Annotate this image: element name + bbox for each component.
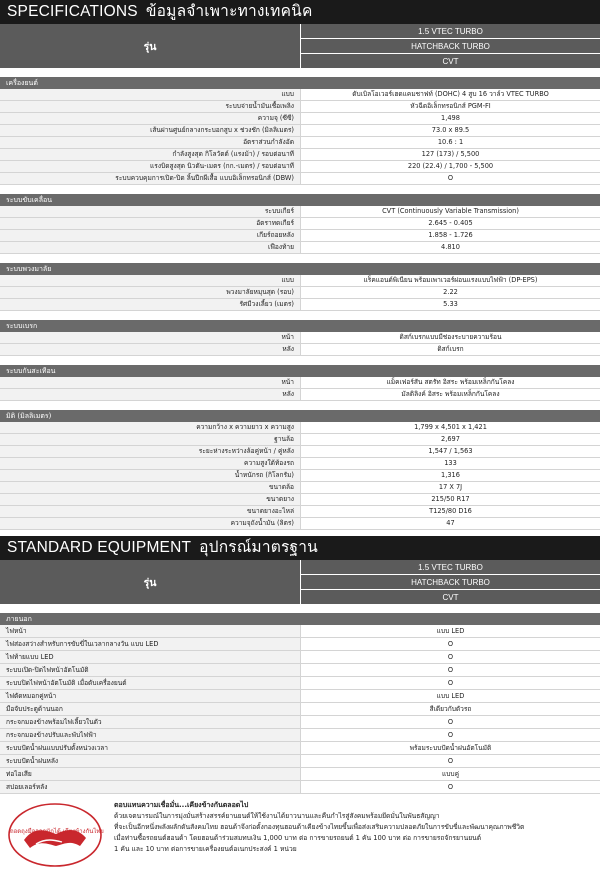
spacer: [0, 311, 600, 320]
table-row: [0, 242, 600, 254]
table-row: [0, 768, 600, 781]
equipment-label: ไฟตัดหมอกคู่หน้า: [0, 690, 300, 702]
model-columns: [300, 560, 600, 604]
spec-label: ระบบจ่ายน้ำมันเชื้อเพลิง: [0, 101, 300, 112]
footer-line: ด้วยเจตนารมณ์ในการมุ่งมั่นสร้างสรรค์ยานยนต์ให้ใช้งานได้ยาวนานและคืนกำไรสู่สังคมพร้อมยึดมั่นในพันธสัญญา: [114, 812, 440, 820]
spec-label: ขนาดยาง: [0, 494, 300, 505]
spacer: [0, 254, 600, 263]
footer: [0, 794, 600, 878]
equipment-label: ไฟหน้า: [0, 625, 300, 637]
spec-label: ความสูงใต้ท้องรถ: [0, 458, 300, 469]
model-label: รุ่น: [143, 40, 157, 53]
spec-label: พวงมาลัยหมุนสุด (รอบ): [0, 287, 300, 298]
spec-value: 133: [300, 458, 600, 469]
table-row: [0, 377, 600, 389]
spec-label: ความกว้าง x ความยาว x ความสูง: [0, 422, 300, 433]
table-row: [0, 332, 600, 344]
spacer: [0, 356, 600, 365]
equipment-value: แบบ LED: [300, 690, 600, 702]
table-row: [0, 781, 600, 794]
category-header: ระบบกันสะเทือน: [0, 365, 600, 377]
spec-label: หลัง: [0, 344, 300, 355]
table-row: [0, 344, 600, 356]
category-header: เครื่องยนต์: [0, 77, 600, 89]
category-header: ระบบขับเคลื่อน: [0, 194, 600, 206]
spec-label: แรงบิดสูงสุด นิวตัน-เมตร (กก.-เมตร) / รอบต่อนาที: [0, 161, 300, 172]
equipment-label: กระจกมองข้างปรับและพับไฟฟ้า: [0, 729, 300, 741]
footer-text: [114, 800, 524, 878]
spacer: [0, 68, 600, 77]
model-body: HATCHBACK TURBO: [300, 575, 600, 590]
model-transmission: CVT: [300, 54, 600, 68]
spec-value: 1,799 x 4,501 x 1,421: [300, 422, 600, 433]
spec-value: ดับเบิลโอเวอร์เฮดแคมชาฟท์ (DOHC) 4 สูบ 16 วาล์ว VTEC TURBO: [300, 89, 600, 100]
spec-value: 5.33: [300, 299, 600, 310]
table-row: [0, 101, 600, 113]
equipment-label: ไฟส่องสว่างสำหรับการขับขี่ในเวลากลางวัน แบบ LED: [0, 638, 300, 650]
table-row: [0, 638, 600, 651]
equipment-label: ระบบปิดไฟหน้าอัตโนมัติ เมื่อดับเครื่องยนต์: [0, 677, 300, 689]
table-row: [0, 482, 600, 494]
table-row: [0, 458, 600, 470]
equipment-value: O: [300, 677, 600, 689]
table-row: [0, 651, 600, 664]
table-row: [0, 149, 600, 161]
spec-label: แบบ: [0, 275, 300, 286]
spec-label: ฐานล้อ: [0, 434, 300, 445]
spacer: [0, 604, 600, 613]
table-row: [0, 173, 600, 185]
table-row: [0, 494, 600, 506]
spec-value: 1,316: [300, 470, 600, 481]
equipment-title-th: อุปกรณ์มาตรฐาน: [199, 539, 318, 556]
specifications-title-en: SPECIFICATIONS: [7, 3, 138, 20]
spec-label: ขนาดยางอะไหล่: [0, 506, 300, 517]
equipment-title-en: STANDARD EQUIPMENT: [7, 539, 192, 556]
table-row: [0, 446, 600, 458]
table-row: [0, 664, 600, 677]
category-header: ภายนอก: [0, 613, 600, 625]
table-row: [0, 677, 600, 690]
spec-value: แม็คเฟอร์สัน สตรัท อิสระ พร้อมเหล็กกันโคลง: [300, 377, 600, 388]
table-row: [0, 470, 600, 482]
category-header: ระบบพวงมาลัย: [0, 263, 600, 275]
spec-label: หลัง: [0, 389, 300, 400]
spec-label: น้ำหนักรถ (กิโลกรัม): [0, 470, 300, 481]
spec-label: ความจุถังน้ำมัน (ลิตร): [0, 518, 300, 529]
logo-text-2: เคียงข้างกันไทย: [62, 828, 104, 835]
model-body: HATCHBACK TURBO: [300, 39, 600, 54]
equipment-value: แบบ LED: [300, 625, 600, 637]
spec-value: 2.22: [300, 287, 600, 298]
spec-label: อัตราทดเกียร์: [0, 218, 300, 229]
table-row: [0, 755, 600, 768]
footer-line: เมื่อท่านซื้อรถยนต์ฮอนด้า โดยฮอนด้าร่วมสมทบเงิน 1,000 บาท ต่อ การขายรถยนต์ 1 คัน 100 บาท ต่อ การขายรถจักรยานยนต์: [114, 834, 482, 842]
model-label: รุ่น: [143, 576, 157, 589]
table-row: [0, 434, 600, 446]
spec-value: T125/80 D16: [300, 506, 600, 517]
equipment-value: สีเดียวกับตัวรถ: [300, 703, 600, 715]
model-columns: [300, 24, 600, 68]
spec-value: 73.0 x 89.5: [300, 125, 600, 136]
table-row: [0, 230, 600, 242]
table-row: [0, 518, 600, 530]
spec-label: แบบ: [0, 89, 300, 100]
equipment-value: O: [300, 638, 600, 650]
table-row: [0, 422, 600, 434]
equipment-title: [0, 536, 600, 560]
table-row: [0, 161, 600, 173]
specifications-table: [0, 68, 600, 536]
equipment-label: ท่อไอเสีย: [0, 768, 300, 780]
spacer: [0, 401, 600, 410]
spec-label: เกียร์ถอยหลัง: [0, 230, 300, 241]
spec-label: ระยะห่างระหว่างล้อคู่หน้า / คู่หลัง: [0, 446, 300, 457]
spec-value: 2,697: [300, 434, 600, 445]
spec-label: เส้นผ่านศูนย์กลางกระบอกสูบ x ช่วงชัก (มิลลิเมตร): [0, 125, 300, 136]
equipment-value: O: [300, 755, 600, 767]
category-header: มิติ (มิลลิเมตร): [0, 410, 600, 422]
table-row: [0, 716, 600, 729]
table-row: [0, 137, 600, 149]
model-engine: 1.5 VTEC TURBO: [300, 560, 600, 575]
spec-value: 1.858 - 1.726: [300, 230, 600, 241]
equipment-label: ไฟท้ายแบบ LED: [0, 651, 300, 663]
equipment-label: ระบบปัดน้ำฝนแบบปรับตั้งหน่วงเวลา: [0, 742, 300, 754]
spec-value: 127 (173) / 5,500: [300, 149, 600, 160]
equipment-label: มือจับประตูด้านนอก: [0, 703, 300, 715]
table-row: [0, 206, 600, 218]
footer-line: 1 คัน และ 10 บาท ต่อการขายเครื่องยนต์อเนกประสงค์ 1 หน่วย: [114, 845, 297, 853]
spec-label: รัศมีวงเลี้ยว (เมตร): [0, 299, 300, 310]
table-row: [0, 275, 600, 287]
equipment-label: กระจกมองข้างพร้อมไฟเลี้ยวในตัว: [0, 716, 300, 728]
specifications-title: [0, 0, 600, 24]
logo-text-1: ถอดถุงมือออกนักได้: [10, 828, 61, 835]
spec-value: 1,547 / 1,563: [300, 446, 600, 457]
equipment-value: O: [300, 651, 600, 663]
spec-value: 215/50 R17: [300, 494, 600, 505]
category-header: ระบบเบรก: [0, 320, 600, 332]
table-row: [0, 729, 600, 742]
model-engine: 1.5 VTEC TURBO: [300, 24, 600, 39]
table-row: [0, 703, 600, 716]
spec-label: ระบบเกียร์: [0, 206, 300, 217]
honda-fund-logo: [6, 800, 104, 870]
spec-value: 2.645 - 0.405: [300, 218, 600, 229]
table-row: [0, 742, 600, 755]
spec-label: อัตราส่วนกำลังอัด: [0, 137, 300, 148]
spec-value: ดิสก์เบรกแบบมีช่องระบายความร้อน: [300, 332, 600, 343]
spec-label: ระบบควบคุมการเปิด-ปิด ลิ้นปีกผีเสื้อ แบบอิเล็กทรอนิกส์ (DBW): [0, 173, 300, 184]
table-row: [0, 113, 600, 125]
spec-label: กำลังสูงสุด กิโลวัตต์ (แรงม้า) / รอบต่อนาที: [0, 149, 300, 160]
table-row: [0, 389, 600, 401]
spec-label: หน้า: [0, 377, 300, 388]
equipment-value: O: [300, 729, 600, 741]
model-transmission: CVT: [300, 590, 600, 604]
spec-value: 1,498: [300, 113, 600, 124]
table-row: [0, 89, 600, 101]
spec-label: เฟืองท้าย: [0, 242, 300, 253]
specifications-title-th: ข้อมูลจำเพาะทางเทคนิค: [145, 3, 313, 20]
footer-heading: ตอบแทนความเชื่อมั่น...เคียงข้างกันตลอดไป: [114, 801, 249, 809]
spacer: [0, 185, 600, 194]
spec-label: หน้า: [0, 332, 300, 343]
spec-value: 47: [300, 518, 600, 529]
spec-value: CVT (Continuously Variable Transmission): [300, 206, 600, 217]
equipment-value: O: [300, 664, 600, 676]
equipment-value: O: [300, 716, 600, 728]
equipment-label: ระบบเปิด-ปิดไฟหน้าอัตโนมัติ: [0, 664, 300, 676]
equipment-value: O: [300, 781, 600, 793]
table-row: [0, 625, 600, 638]
spec-label: ความจุ (ซีซี): [0, 113, 300, 124]
table-row: [0, 125, 600, 137]
spec-value: 17 X 7J: [300, 482, 600, 493]
equipment-label: ระบบปัดน้ำฝนหลัง: [0, 755, 300, 767]
footer-line: ที่จะเป็นอีกหนึ่งพลังผลักดันสังคมไทย ฮอนด้าจึงก่อตั้งกองทุนฮอนด้าเคียงข้างไทยขึ้นเพื่อส่งเสริมความปลอดภัยในการขับขี่และพัฒนาคุณภาพชีวิต: [114, 823, 525, 831]
specifications-header: [0, 24, 600, 68]
equipment-header: [0, 560, 600, 604]
table-row: [0, 690, 600, 703]
table-row: [0, 506, 600, 518]
spec-value: 4.810: [300, 242, 600, 253]
spec-value: หัวฉีดอิเล็กทรอนิกส์ PGM-FI: [300, 101, 600, 112]
equipment-table: [0, 625, 600, 794]
spec-value: 10.6 : 1: [300, 137, 600, 148]
spec-label: ขนาดล้อ: [0, 482, 300, 493]
spec-value: 220 (22.4) / 1,700 - 5,500: [300, 161, 600, 172]
table-row: [0, 299, 600, 311]
table-row: [0, 218, 600, 230]
table-row: [0, 287, 600, 299]
spec-value: แร็คแอนด์พิเนียน พร้อมเพาเวอร์ผ่อนแรงแบบไฟฟ้า (DP-EPS): [300, 275, 600, 286]
spec-value: มัลติลิงค์ อิสระ พร้อมเหล็กกันโคลง: [300, 389, 600, 400]
equipment-value: พร้อมระบบปัดน้ำฝนอัตโนมัติ: [300, 742, 600, 754]
equipment-label: สปอยเลอร์หลัง: [0, 781, 300, 793]
spec-value: ดิสก์เบรก: [300, 344, 600, 355]
spec-value: O: [300, 173, 600, 184]
equipment-value: แบบคู่: [300, 768, 600, 780]
